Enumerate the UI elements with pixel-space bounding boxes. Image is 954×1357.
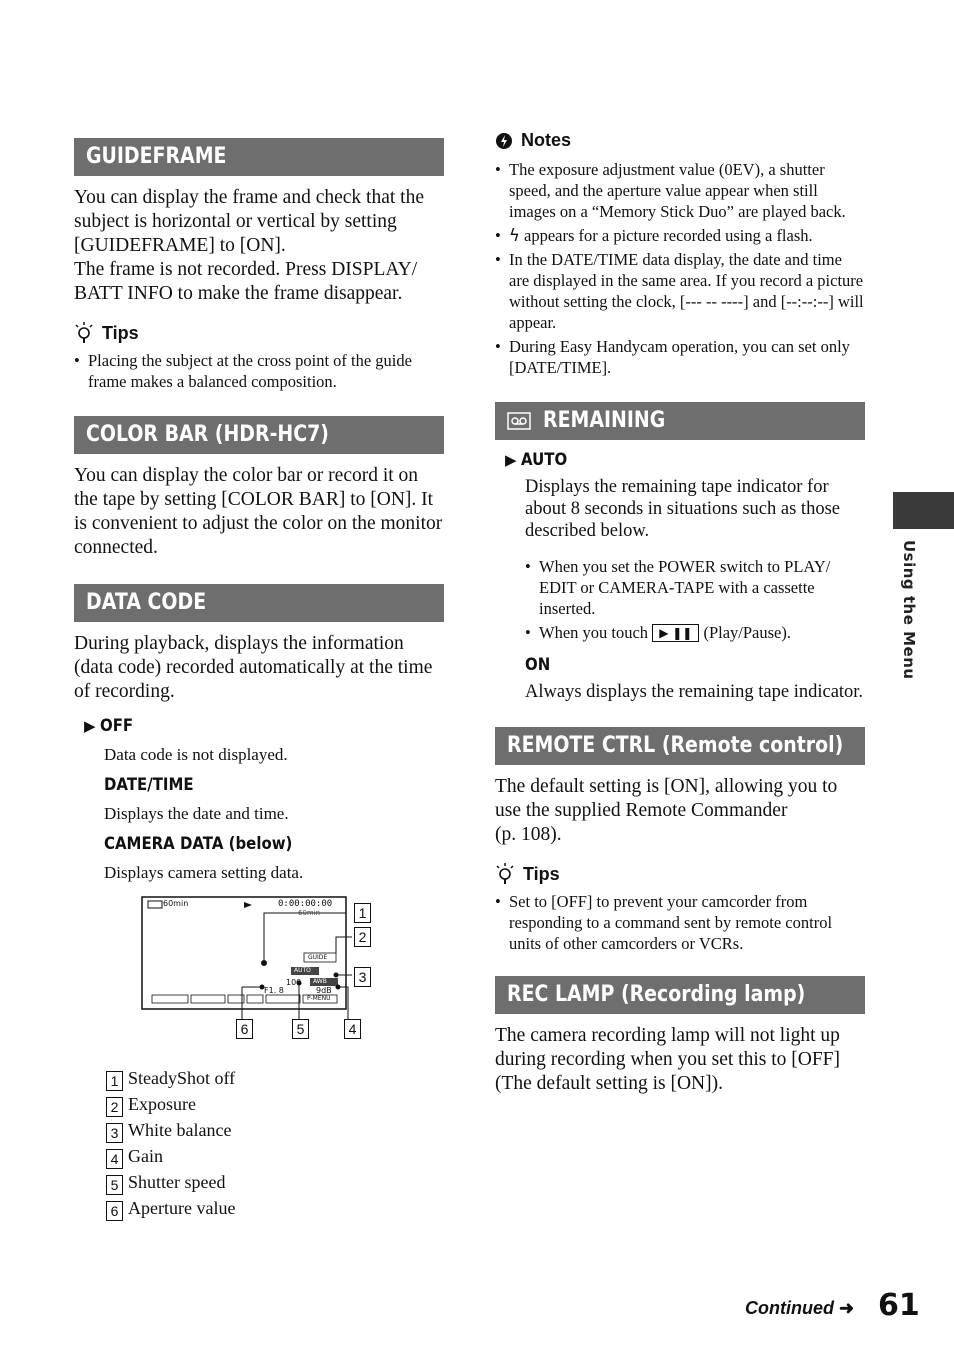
rec-lamp-para: The camera recording lamp will not light up during recording when you set this to [OFF] (The default setting is [ON]). (495, 1025, 841, 1094)
white-balance-indicator: AWB (313, 978, 327, 985)
remaining-bullets (505, 556, 865, 643)
right-column (495, 130, 865, 1096)
option-off (84, 716, 444, 740)
note-text: appears for a picture recorded using a flash. (524, 226, 813, 245)
option-desc: Displays the remaining tape indicator for about 8 seconds in situations such as those described below. (525, 477, 840, 541)
list-item: • During Easy Handycam operation, you can set only [DATE/TIME]. (495, 336, 865, 378)
legend-num: 5 (106, 1175, 123, 1195)
callout-5: 5 (292, 1019, 309, 1039)
remote-ctrl-heading: REMOTE CTRL (Remote control) (495, 727, 865, 765)
remote-ctrl-para2: (p. 108). (495, 824, 562, 845)
data-code-heading: DATA CODE (74, 584, 444, 622)
arrow-right-icon: ➜ (839, 1298, 855, 1318)
callout-3: 3 (354, 967, 371, 987)
legend-label: Exposure (128, 1094, 196, 1114)
legend-label: Aperture value (128, 1198, 236, 1218)
option-title: ON (525, 655, 551, 675)
option-desc: Displays the date and time. (104, 804, 289, 823)
option-camera-data (84, 834, 444, 858)
default-arrow-icon: ▶ (84, 719, 96, 735)
list-item: • The exposure adjustment value (0EV), a shutter speed, and the aperture value appear when still images on a “Memory Stick Duo” are played back. (495, 159, 865, 222)
play-pause-icon: ▶ ❚❚ (652, 624, 699, 642)
lcd-screen-diagram (74, 895, 444, 1045)
remote-ctrl-para1: The default setting is [ON], allowing you to use the supplied Remote Commander (495, 776, 838, 821)
flash-icon: ϟ (509, 226, 520, 245)
timecode-readout: 0:00:00:00 (278, 899, 333, 909)
notes-label: Notes (521, 130, 572, 150)
guideframe-para1: You can display the frame and check that the subject is horizontal or vertical by setting [GUIDEFRAME] to [ON]. (74, 187, 424, 256)
remaining-options (495, 450, 865, 703)
list-item (525, 622, 865, 643)
list-item: • When you set the POWER switch to PLAY/ EDIT or CAMERA-TAPE with a cassette inserted. (525, 556, 865, 619)
chapter-label: Using the Menu (900, 540, 918, 680)
bullet-text: (Play/Pause). (703, 623, 791, 642)
legend-label: Gain (128, 1146, 163, 1166)
guideframe-tips-list (74, 350, 444, 392)
gain-readout: 9dB (316, 986, 332, 995)
list-item (495, 225, 865, 246)
remote-tips-title (495, 863, 865, 885)
list-item: • Set to [OFF] to prevent your camcorder from responding to a command sent by remote control units of other camcorders or VCRs. (495, 891, 865, 954)
legend-num: 4 (106, 1149, 123, 1169)
page-number: 61 (878, 1288, 920, 1323)
tips-label: Tips (523, 863, 560, 884)
option-desc: Data code is not displayed. (104, 745, 288, 764)
data-code-options (74, 716, 444, 883)
option-title: DATE/TIME (104, 775, 194, 795)
guide-button: GUIDE (308, 954, 328, 961)
tip-bulb-icon (495, 863, 515, 885)
continued-label (745, 1298, 854, 1319)
shutter-speed-readout: 100 (286, 978, 302, 987)
auto-indicator: AUTO (294, 967, 311, 974)
option-title: AUTO (520, 450, 567, 470)
option-date-time (84, 775, 444, 799)
p-menu-button: P-MENU (307, 995, 331, 1002)
option-desc: Always displays the remaining tape indicator. (525, 682, 864, 702)
chapter-tab (893, 492, 954, 529)
legend-item (106, 1117, 444, 1143)
legend-num: 1 (106, 1071, 123, 1091)
legend-item (106, 1143, 444, 1169)
legend-label: White balance (128, 1120, 232, 1140)
legend-item (106, 1195, 444, 1221)
battery-readout: 60min (163, 899, 189, 908)
camera-data-illustration (74, 895, 444, 1045)
color-bar-para: You can display the color bar or record it on the tape by setting [COLOR BAR] to [ON]. It is convenient to adjust the color on the monitor connected. (74, 465, 443, 558)
option-title: CAMERA DATA (below) (104, 834, 293, 854)
option-on (505, 655, 865, 679)
remote-tips-list (495, 891, 865, 954)
rec-lamp-heading: REC LAMP (Recording lamp) (495, 976, 865, 1014)
left-column (74, 138, 444, 1221)
guideframe-tips-title (74, 322, 444, 344)
legend-item (106, 1169, 444, 1195)
legend-num: 6 (106, 1201, 123, 1221)
legend-item (106, 1091, 444, 1117)
color-bar-heading: COLOR BAR (HDR-HC7) (74, 416, 444, 454)
legend-num: 3 (106, 1123, 123, 1143)
notes-title (495, 130, 865, 151)
legend-num: 2 (106, 1097, 123, 1117)
legend-label: SteadyShot off (128, 1068, 236, 1088)
data-code-para: During playback, displays the information (data code) recorded automatically at the time of recording. (74, 633, 433, 702)
callout-4: 4 (344, 1019, 361, 1039)
remaining-heading: REMAINING (495, 402, 865, 440)
aperture-readout: F1. 8 (264, 986, 284, 995)
option-title: OFF (99, 716, 133, 736)
tip-bulb-icon (74, 322, 94, 344)
guideframe-para2: The frame is not recorded. Press DISPLAY/ BATT INFO to make the frame disappear. (74, 259, 418, 304)
legend-item (106, 1065, 444, 1091)
callout-2: 2 (354, 927, 371, 947)
legend-label: Shutter speed (128, 1172, 226, 1192)
continued-text: Continued (745, 1298, 834, 1318)
bullet-text: When you touch (539, 623, 649, 642)
list-item: • In the DATE/TIME data display, the date and time are displayed in the same area. If you record a picture without setting the clock, [--- -- ----] and [--:--:--] will appear. (495, 249, 865, 333)
tips-label: Tips (102, 322, 139, 343)
option-desc: Displays camera setting data. (104, 863, 304, 882)
tape-icon (507, 412, 531, 430)
callout-6: 6 (236, 1019, 253, 1039)
option-auto (505, 450, 865, 474)
callout-1: 1 (354, 903, 371, 923)
notes-icon (495, 132, 513, 150)
list-item: • Placing the subject at the cross point of the guide frame makes a balanced composition. (74, 350, 444, 392)
remaining-readout: 60min (298, 909, 321, 917)
guideframe-heading: GUIDEFRAME (74, 138, 444, 176)
camera-data-legend (74, 1065, 444, 1221)
default-arrow-icon: ▶ (505, 453, 517, 469)
notes-list (495, 159, 865, 378)
